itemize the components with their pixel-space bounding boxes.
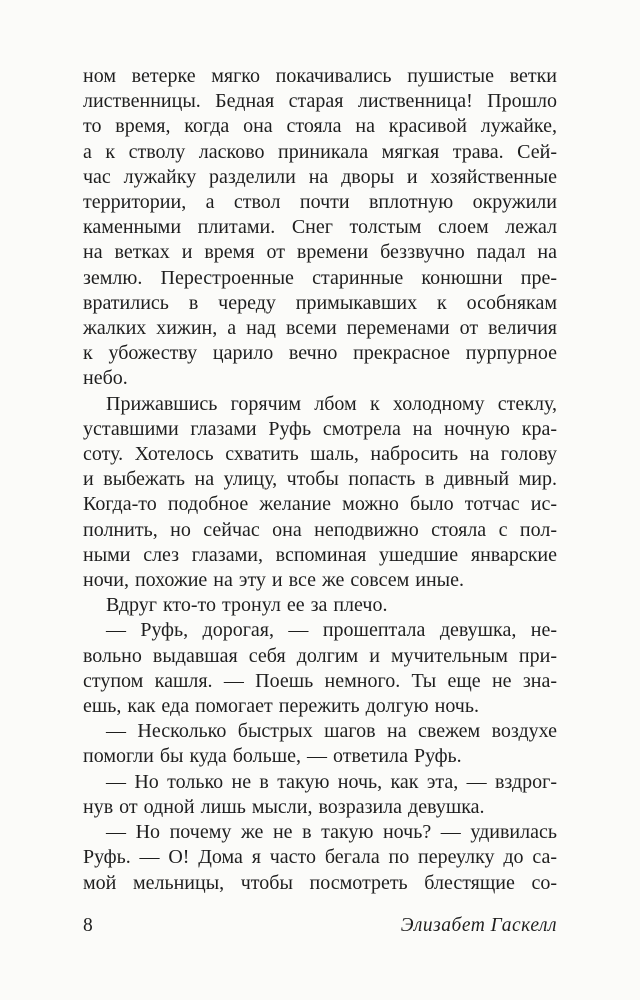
- text-line: Прижавшись горячим лбом к холодному стеклу,: [106, 392, 557, 415]
- text-line: ступом кашля. — Поешь немного. Ты еще не зна-: [83, 669, 557, 692]
- text-line: ными слез глазами, вспоминая ушедшие январские: [83, 543, 557, 566]
- text-line: ночи, похожие на эту и все же совсем иные.: [83, 569, 464, 592]
- text-line: нув от одной лишь мысли, возразила девушка.: [83, 795, 485, 818]
- text-line: лиственницы. Бедная старая лиственница! Прошло: [83, 90, 557, 113]
- text-line: жалких хижин, а над всеми переменами от величия: [83, 317, 557, 340]
- text-line: — Но почему же не в такую ночь? — удивилась: [106, 821, 557, 844]
- text-line: и выбежать на улицу, чтобы попасть в дивный мир.: [83, 468, 557, 491]
- paragraph: [83, 64, 557, 392]
- text-line: землю. Перестроенные старинные конюшни пре-: [83, 266, 557, 289]
- text-line: вратились в череду примыкавших к особнякам: [83, 291, 557, 314]
- text-line: на ветках и время от времени беззвучно падал на: [83, 241, 557, 264]
- text-line: — Несколько быстрых шагов на свежем воздухе: [106, 720, 557, 743]
- paragraph: [83, 593, 557, 618]
- text-line: вольно выдавшая себя долгим и мучительным при-: [83, 644, 557, 667]
- text-line: каменными плитами. Снег толстым слоем лежал: [83, 216, 557, 239]
- paragraph: [83, 618, 557, 719]
- text-line: Когда-то подобное желание можно было тотчас ис-: [83, 493, 557, 516]
- text-line: небо.: [83, 367, 128, 390]
- text-line: ном ветерке мягко покачивались пушистые ветки: [83, 65, 557, 87]
- text-line: соту. Хотелось схватить шаль, набросить на голову: [83, 443, 557, 466]
- page-text: [83, 64, 557, 896]
- running-title-author: Элизабет Гаскелл: [400, 915, 557, 936]
- text-line: территории, а ствол почти вплотную окружили: [83, 191, 557, 214]
- page-number: 8: [83, 915, 93, 936]
- text-line: помогли бы куда больше, — ответила Руфь.: [83, 745, 462, 768]
- text-line: мой мельницы, чтобы посмотреть блестящие со-: [83, 871, 557, 894]
- text-line: час лужайку разделили на дворы и хозяйственные: [83, 165, 557, 188]
- text-line: Вдруг кто-то тронул ее за плечо.: [106, 594, 388, 617]
- text-line: то время, когда она стояла на красивой лужайке,: [83, 115, 557, 138]
- paragraph: [83, 719, 557, 769]
- paragraph: [83, 392, 557, 594]
- text-line: — Но только не в такую ночь, как эта, — вздрог-: [106, 770, 557, 793]
- text-line: полнить, но сейчас она неподвижно стояла с пол-: [83, 518, 557, 541]
- text-line: а к стволу ласково приникала мягкая трава. Сей-: [83, 140, 557, 163]
- text-line: — Руфь, дорогая, — прошептала девушка, не-: [106, 619, 557, 642]
- paragraph: [83, 820, 557, 896]
- text-line: уставшими глазами Руфь смотрела на ночную кра-: [83, 417, 557, 440]
- text-line: Руфь. — О! Дома я часто бегала по переулку до са-: [83, 846, 557, 869]
- paragraph: [83, 770, 557, 820]
- page-footer: [83, 913, 557, 938]
- text-line: к убожеству царило вечно прекрасное пурпурное: [83, 342, 557, 365]
- text-line: ешь, как еда помогает пережить долгую ночь.: [83, 695, 479, 718]
